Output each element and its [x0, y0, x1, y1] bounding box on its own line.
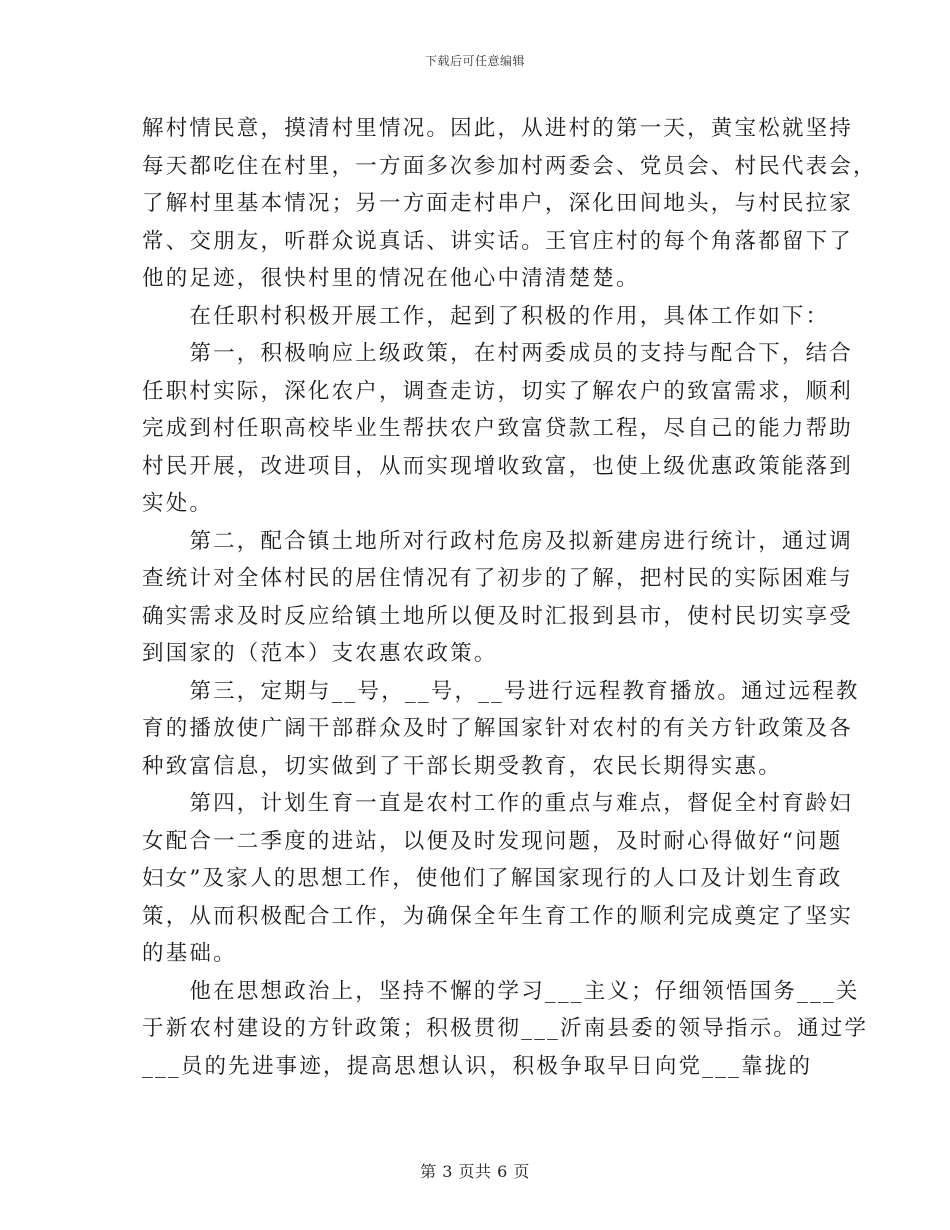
- text-line: 实处。: [142, 491, 214, 516]
- text-line: 了解村里基本情况；另一方面走村串户，深化田间地头，与村民拉家: [142, 191, 854, 216]
- text-line: 常、交朋友，听群众说真话、讲实话。王官庄村的每个角落都留下了: [142, 228, 854, 254]
- text-line: 第二，配合镇土地所对行政村危房及拟新建房进行统计，通过调: [142, 528, 854, 554]
- text-line: 到国家的（范本）支农惠农政策。: [142, 641, 498, 666]
- document-body: [142, 110, 877, 1085]
- text-line: ___员的先进事迹，提高思想认识，积极争取早日向党___靠拢的: [142, 1053, 813, 1079]
- text-line: 第三，定期与__号，__号，__号进行远程教育播放。通过远程教: [142, 678, 860, 704]
- text-line: 确实需求及时反应给镇土地所以便及时汇报到县市，使村民切实享受: [142, 603, 854, 629]
- text-line: 女配合一二季度的进站，以便及时发现问题，及时耐心得做好“问题: [142, 828, 843, 854]
- text-line: 每天都吃住在村里，一方面多次参加村两委会、党员会、村民代表会，: [142, 153, 877, 179]
- text-line: 查统计对全体村民的居住情况有了初步的了解，把村民的实际困难与: [142, 566, 854, 591]
- text-line: 在任职村积极开展工作，起到了积极的作用，具体工作如下：: [142, 303, 830, 329]
- text-line: 育的播放使广阔干部群众及时了解国家针对农村的有关方针政策及各: [142, 716, 854, 741]
- text-line: 第四，计划生育一直是农村工作的重点与难点，督促全村育龄妇: [142, 791, 854, 816]
- text-line: 任职村实际，深化农户，调查走访，切实了解农户的致富需求，顺利: [142, 378, 854, 404]
- text-line: 解村情民意，摸清村里情况。因此，从进村的第一天，黄宝松就坚持: [142, 116, 854, 141]
- text-line: 第一，积极响应上级政策，在村两委成员的支持与配合下，结合: [142, 341, 854, 366]
- text-line: 完成到村任职高校毕业生帮扶农户致富贷款工程，尽自己的能力帮助: [142, 416, 854, 441]
- text-line: 村民开展，改进项目，从而实现增收致富，也使上级优惠政策能落到: [142, 453, 854, 479]
- page-header: 下载后可任意编辑: [424, 54, 525, 68]
- text-line: 的基础。: [142, 941, 237, 966]
- text-line: 种致富信息，切实做到了干部长期受教育，农民长期得实惠。: [142, 753, 782, 779]
- text-line: 于新农村建设的方针政策；积极贯彻___沂南县委的领导指示。通过学: [142, 1016, 869, 1041]
- text-line: 他在思想政治上，坚持不懈的学习___主义；仔细领悟国务___关: [142, 978, 860, 1004]
- text-line: 策，从而积极配合工作，为确保全年生育工作的顺利完成奠定了坚实: [142, 903, 854, 929]
- text-line: 妇女”及家人的思想工作，使他们了解国家现行的人口及计划生育政: [142, 866, 843, 891]
- text-line: 他的足迹，很快村里的情况在他心中清清楚楚。: [142, 266, 640, 291]
- page-number-footer: 第 3 页共 6 页: [420, 1162, 530, 1181]
